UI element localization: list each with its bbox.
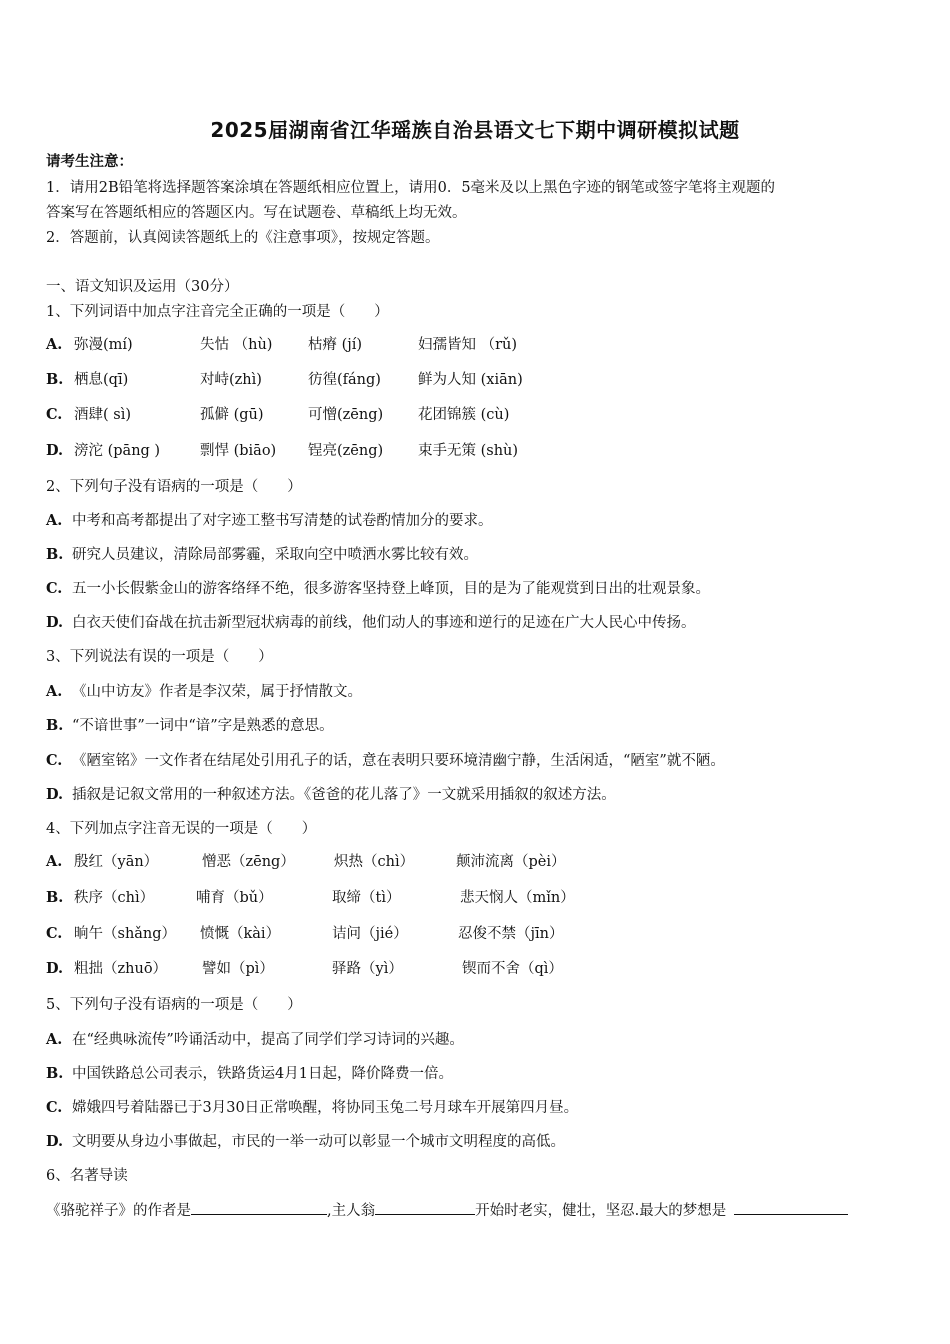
q1-option-a[interactable] [46, 336, 518, 354]
option-text: 中考和高考都提出了对字迹工整书写清楚的试卷酌情加分的要求。 [72, 513, 493, 529]
option-letter: D. [46, 786, 64, 803]
q4-option-a[interactable] [46, 853, 566, 871]
q2-option-b[interactable] [46, 546, 478, 564]
option-item: 妇孺皆知 （rǔ) [418, 337, 518, 353]
option-letter: C. [46, 925, 63, 942]
q4-option-c[interactable] [46, 925, 564, 943]
option-item: 憎恶（zēng） [202, 854, 295, 870]
option-item: 愤慨（kài） [200, 926, 281, 942]
q2-option-a[interactable] [46, 512, 493, 530]
notice-line-3: 2．答题前，认真阅读答题纸上的《注意事项》，按规定答题。 [46, 230, 440, 246]
q1-option-c[interactable] [46, 406, 510, 424]
option-item: 哺育（bǔ） [196, 890, 273, 906]
q3-option-d[interactable] [46, 786, 616, 804]
option-letter: D. [46, 614, 64, 631]
q4-option-d[interactable] [46, 960, 563, 978]
q1-option-d[interactable] [46, 442, 519, 460]
option-letter: A. [46, 336, 63, 353]
q4-option-b[interactable] [46, 889, 575, 907]
option-text: 五一小长假紫金山的游客络绎不绝，很多游客坚持登上峰顶，目的是为了能观赏到日出的壮观景象。 [72, 581, 710, 597]
fill-text: 开始时老实，健壮，坚忍.最大的梦想是 [475, 1203, 727, 1219]
option-item: 譬如（pì） [202, 961, 274, 977]
option-item: 诘问（jié） [332, 926, 408, 942]
option-letter: B. [46, 717, 64, 734]
question-3-stem: 3、下列说法有误的一项是（ ） [46, 649, 273, 665]
option-letter: D. [46, 1133, 64, 1150]
option-item: 锲而不舍（qì） [462, 961, 563, 977]
question-5-stem: 5、下列句子没有语病的一项是（ ） [46, 997, 302, 1013]
question-2-stem: 2、下列句子没有语病的一项是（ ） [46, 479, 302, 495]
option-item: 枯瘠 (jí) [308, 337, 363, 353]
option-item: 炽热（chì） [334, 854, 415, 870]
option-item: 对峙(zhì) [200, 372, 262, 388]
option-item: 颠沛流离（pèi） [456, 854, 566, 870]
q5-option-b[interactable] [46, 1065, 453, 1083]
dream-blank[interactable] [734, 1201, 848, 1215]
option-text: 研究人员建议，清除局部雾霾，采取向空中喷洒水雾比较有效。 [72, 547, 478, 563]
option-item: 可憎(zēng) [308, 407, 384, 423]
question-1-stem: 1、下列词语中加点字注音完全正确的一项是（ ） [46, 304, 389, 320]
q2-option-c[interactable] [46, 580, 710, 598]
q3-option-c[interactable] [46, 752, 725, 770]
option-text: 白衣天使们奋战在抗击新型冠状病毒的前线，他们动人的事迹和逆行的足迹在广大人民心中传扬。 [72, 615, 696, 631]
q5-option-a[interactable] [46, 1031, 464, 1049]
option-text: 《陋室铭》一文作者在结尾处引用孔子的话，意在表明只要环境清幽宁静，生活闲适，“陋室”就不陋。 [72, 753, 725, 769]
option-item: 晌午（shǎng） [74, 926, 177, 942]
q2-option-d[interactable] [46, 614, 696, 632]
option-item: 花团锦簇 (cù) [418, 407, 510, 423]
option-item: 鲜为人知 (xiān) [418, 372, 523, 388]
option-letter: C. [46, 406, 63, 423]
option-letter: C. [46, 580, 63, 597]
option-letter: A. [46, 683, 63, 700]
section-heading: 一、语文知识及运用（30分） [46, 279, 239, 295]
option-text: “不谙世事”一词中“谙”字是熟悉的意思。 [72, 718, 334, 734]
q3-option-b[interactable] [46, 717, 334, 735]
option-text: 插叙是记叙文常用的一种叙述方法。《爸爸的花儿落了》一文就采用插叙的叙述方法。 [72, 787, 616, 803]
option-letter: D. [46, 960, 64, 977]
q3-option-a[interactable] [46, 683, 362, 701]
fill-text: 《骆驼祥子》的作者是 [46, 1203, 191, 1219]
option-text: 文明要从身边小事做起，市民的一举一动可以彰显一个城市文明程度的高低。 [72, 1134, 565, 1150]
option-item: 驿路（yì） [332, 961, 403, 977]
option-text: 嫦娥四号着陆器已于3月30日正常唤醒，将协同玉兔二号月球车开展第四月昼。 [72, 1100, 579, 1116]
option-text: 在“经典咏流传”吟诵活动中，提高了同学们学习诗词的兴趣。 [72, 1032, 464, 1048]
q5-option-c[interactable] [46, 1099, 578, 1117]
notice-heading: 请考生注意： [46, 153, 133, 170]
option-item: 剽悍 (biāo) [200, 443, 277, 459]
option-item: 栖息(qī) [74, 372, 129, 388]
q1-option-b[interactable] [46, 371, 523, 389]
option-text: 《山中访友》作者是李汉荣，属于抒情散文。 [72, 684, 362, 700]
option-item: 束手无策 (shù) [418, 443, 519, 459]
option-item: 悲天悯人（mǐn） [460, 890, 575, 906]
option-letter: C. [46, 752, 63, 769]
option-letter: A. [46, 512, 63, 529]
option-letter: C. [46, 1099, 63, 1116]
option-letter: B. [46, 371, 64, 388]
option-item: 秩序（chì） [74, 890, 155, 906]
option-item: 彷徨(fáng) [308, 372, 381, 388]
option-item: 滂沱 (pāng ) [74, 443, 161, 459]
option-letter: B. [46, 1065, 64, 1082]
notice-line-1: 1．请用2B铅笔将选择题答案涂填在答题纸相应位置上，请用0．5毫米及以上黑色字迹的钢笔或签字笔将主观题的 [46, 180, 776, 196]
option-item: 弥漫(mí) [74, 337, 133, 353]
option-item: 失怙 （hù) [200, 337, 273, 353]
question-6-stem: 6、名著导读 [46, 1168, 128, 1184]
option-item: 粗拙（zhuō） [74, 961, 168, 977]
option-letter: B. [46, 889, 64, 906]
question-4-stem: 4、下列加点字注音无误的一项是（ ） [46, 821, 317, 837]
option-item: 忍俊不禁（jīn） [458, 926, 564, 942]
author-blank[interactable] [191, 1201, 327, 1215]
option-letter: D. [46, 442, 64, 459]
page-title: 2025届湖南省江华瑶族自治县语文七下期中调研模拟试题 [210, 118, 740, 142]
notice-line-2: 答案写在答题纸相应的答题区内。写在试题卷、草稿纸上均无效。 [46, 205, 467, 221]
option-letter: A. [46, 853, 63, 870]
question-6-fill [46, 1201, 848, 1220]
option-letter: B. [46, 546, 64, 563]
option-letter: A. [46, 1031, 63, 1048]
option-item: 取缔（tì） [332, 890, 401, 906]
option-item: 殷红（yān） [74, 854, 159, 870]
option-item: 孤僻 (gū) [200, 407, 264, 423]
option-text: 中国铁路总公司表示，铁路货运4月1日起，降价降费一倍。 [72, 1066, 453, 1082]
protagonist-blank[interactable] [375, 1201, 475, 1215]
q5-option-d[interactable] [46, 1133, 565, 1151]
fill-text: ,主人翁 [327, 1203, 376, 1219]
option-item: 锃亮(zēng) [308, 443, 384, 459]
option-item: 酒肆( sì) [74, 407, 132, 423]
